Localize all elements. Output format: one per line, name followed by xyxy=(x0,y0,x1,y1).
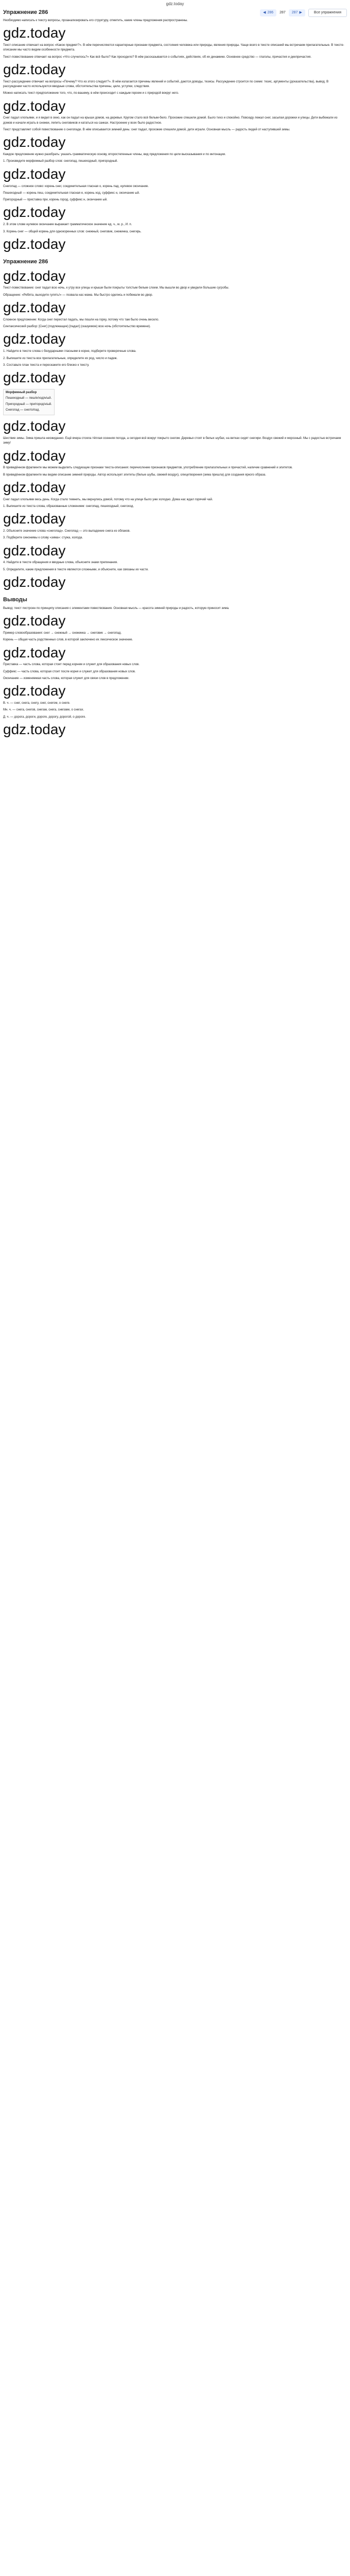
paragraph: Каждое предложение нужно разобрать: указать грамматическую основу, второстепенные члены, вид предложения по цели высказывания и по интонации. xyxy=(3,153,226,157)
pager xyxy=(260,9,347,18)
watermark: gdz.today xyxy=(3,369,66,386)
paragraph: Текст-повествование отвечает на вопрос «Что случилось?» Как всё было? Как проходило? В нём рассказывается о событиях, действиях, об их динамике. Основное средство — глаголы, причастия и деепричастия. xyxy=(3,55,312,59)
watermark: gdz.today xyxy=(3,644,66,660)
paragraph: Приставка — часть слова, которая стоит перед корнем и служит для образования новых слов. xyxy=(3,663,140,667)
paragraph: Сложное предложение: Когда снег перестал падать, мы пошли на горку, потому что там было очень весело. xyxy=(3,318,160,321)
watermark: gdz.today xyxy=(3,204,66,221)
paragraph: Текст-повествование: снег падал всю ночь, к утру все улицы и крыши были покрыты толстым белым слоем. Мы вышли во двор и увидели большие сугробы. xyxy=(3,286,230,290)
paragraph: 5. Определите, какие предложения в тексте являются сложными, и объясните, как связаны их части. xyxy=(3,568,149,571)
next-button[interactable] xyxy=(289,9,305,17)
paragraph: 2. Объясните значение слова «снегопад». Снегопад — это выпадение снега из облаков. xyxy=(3,530,131,533)
morph-box xyxy=(3,389,55,415)
paragraph: Окончание — изменяемая часть слова, которая служит для связи слов в предложении. xyxy=(3,677,130,680)
paragraph: Синтаксический разбор: [Снег] (подлежащее) [падал] (сказуемое) всю ночь (обстоятельство времени). xyxy=(3,325,151,329)
watermark: gdz.today xyxy=(3,574,66,590)
paragraph: Можно написать текст-предположение того, что, по-вашему, в нём происходит с каждым героем и с природой вокруг него. xyxy=(3,92,179,95)
paragraph: Пригородный — приставка при, корень город, суффикс н, окончание ый. xyxy=(3,198,108,202)
watermark: gdz.today xyxy=(3,418,66,434)
paragraph: Текст-описание отвечает на вопрос «Какое предмет?». В нём перечисляются характерные признаки предмета, состояния человека или природы, явления природы. Чаще всего в тексте описаний мы встречаем прилагательные. В тексте-описании мы часто видим особенности предмета. xyxy=(3,44,344,52)
watermark: gdz.today xyxy=(3,299,66,316)
watermark: gdz.today xyxy=(3,511,66,527)
paragraph: 3. Подберите синонимы к слову «зима»: стужа, холода. xyxy=(3,536,83,540)
watermark: gdz.today xyxy=(3,331,66,347)
paragraph: 3. Составьте план текста и перескажите его близко к тексту. xyxy=(3,363,90,367)
watermark: gdz.today xyxy=(3,683,66,699)
watermark: gdz.today xyxy=(3,134,66,150)
morph-line: Снегопад — снег/о/пад. xyxy=(6,408,40,412)
watermark: gdz.today xyxy=(3,165,66,182)
watermark: gdz.today xyxy=(3,613,66,629)
watermark: gdz.today xyxy=(3,267,66,284)
header-bar xyxy=(0,7,350,19)
paragraph: 2. В этом слове нулевое окончание выражает грамматическое значение ед. ч., м. р., И. п. xyxy=(3,223,132,227)
paragraph: 4. Найдите в тексте обращения и вводные слова, объясните знаки препинания. xyxy=(3,561,118,565)
watermark: gdz.today xyxy=(3,25,66,41)
paragraph: Шествие зимы. Зима пришла неожиданно. Ещё вчера стояла тёплая осенняя погода, а сегодня всё вокруг покрыто снегом. Деревья стоят в белых шубах, на ветках сидят снегири. Воздух свежий и морозный. Мы с радостью встречаем зиму! xyxy=(3,436,341,445)
site-name[interactable]: gdz.today xyxy=(166,2,184,6)
paragraph: Снег падал хлопьями весь день. Когда стало темнеть, мы вернулись домой, потому что на улице было уже холодно. Дома нас ждал горячий чай. xyxy=(3,498,213,501)
paragraph: Снегопад — сложное слово: корень снег, соединительная гласная о, корень пад, нулевое окончание. xyxy=(3,184,149,188)
paragraph: 1. Найдите в тексте слова с безударными гласными в корне, подберите проверочные слова. xyxy=(3,350,136,353)
paragraph: Пешеходный — корень пеш, соединительная гласная е, корень ход, суффикс н, окончание ый. xyxy=(3,191,140,195)
paragraph: В приведённом фрагменте мы можем выделить следующие признаки текста-описания: перечисление признаков предметов, употребление прилагательных и причастий, наличие сравнений и эпитетов. xyxy=(3,466,293,470)
paragraph: Мн. ч. — снега, снегов, снегам, снега, снегами, о снегах. xyxy=(3,708,84,712)
paragraph: В. ч. — снег, снега, снегу, снег, снегом, о снеге. xyxy=(3,702,71,705)
paragraph: В приведённом фрагменте мы видим описание зимней природы. Автор использует эпитеты (белые шубы, свежий воздух), олицетворения (зима пришла) для создания яркого образа. xyxy=(3,473,266,477)
watermark: gdz.today xyxy=(3,447,66,464)
paragraph: 1. Произведите морфемный разбор слов: снегопад, пешеходный, пригородный. xyxy=(3,160,118,163)
section-title: Выводы xyxy=(3,596,27,603)
prev-button[interactable] xyxy=(260,9,276,17)
exercise-title: Упражнение 286 xyxy=(3,9,48,16)
paragraph: 3. Корень снег — общий корень для однокоренных слов: снежный, снеговик, снежинка, снегирь. xyxy=(3,230,142,233)
watermark: gdz.today xyxy=(3,721,66,737)
paragraph: Обращение: «Ребята, выходите гулять!» — позвала нас мама. Мы быстро оделись и побежали во двор. xyxy=(3,293,153,297)
paragraph: Текст-рассуждение отвечает на вопросы «Почему? Что из этого следует?». В нём излагается причины явлений и событий, даются доводы, тезисы. Рассуждение строится по схеме: тезис, аргументы (доказательства), вывод. В рассуждении часто используются вводные слова, обстоятельства причины, цели, уступки, следствия. xyxy=(3,80,329,89)
watermark: gdz.today xyxy=(3,542,66,558)
page-number: 287 xyxy=(279,10,286,14)
morph-line: Пригородный — при/город/н/ый. xyxy=(6,402,52,406)
chevron-right-icon: ▶ xyxy=(299,10,302,14)
morph-title: Морфемный разбор xyxy=(6,391,37,394)
paragraph: Корень — общая часть родственных слов, в которой заключено их лексическое значение. xyxy=(3,638,133,642)
paragraph: Д. ч. — дорога, дороги, дороге, дорогу, дорогой, о дороге. xyxy=(3,715,86,719)
all-exercises-button[interactable]: Все упражнения xyxy=(308,9,347,18)
watermark: gdz.today xyxy=(3,97,66,114)
watermark: gdz.today xyxy=(3,479,66,495)
content xyxy=(0,19,350,738)
paragraph: Снег падал хлопьями, и я видел в окно, как он падал на крыши домов, на деревья. Кругом стало всё белым-бело. Прохожие спешили домой. Было тихо и спокойно. Повсюду лежал снег, засыпая дорожки и улицы. Дети выбежали из домов и начали играть в снежки, лепить снеговиков и кататься на санках. Настроение у всех было радостное. xyxy=(3,116,338,125)
paragraph: Суффикс — часть слова, которая стоит после корня и служит для образования новых слов. xyxy=(3,670,136,673)
prev-label: 286 xyxy=(267,10,274,14)
watermark: gdz.today xyxy=(3,235,66,252)
morph-line: Пешеходный — пеш/е/ход/н/ый. xyxy=(6,397,52,400)
paragraph: Текст представляет собой повествование о снегопаде. В нём описывается зимний день: снег падал, прохожие спешили домой, дети играли. Основная мысль — радость людей от наступившей зимы. xyxy=(3,128,290,132)
watermark: gdz.today xyxy=(3,61,66,77)
section-title: Упражнение 286 xyxy=(3,258,48,265)
paragraph: 1. Выпишите из текста слова, образованные сложением: снегопад, пешеходный, снегоход. xyxy=(3,505,134,508)
paragraph: Пример словообразования: снег → снежный → снежинка → снеговик → снегопад. xyxy=(3,632,122,635)
next-label: 287 xyxy=(291,10,298,14)
paragraph: Необходимо написать к тексту вопросы, проанализировать его структуру, отметить, какие члены предложения распространены. xyxy=(3,19,188,22)
paragraph: Вывод: текст построен по принципу описания с элементами повествования. Основная мысль — красота зимней природы и радость, которую приносит зима. xyxy=(3,606,230,610)
chevron-left-icon: ◀ xyxy=(263,10,266,14)
paragraph: 2. Выпишите из текста все прилагательные, определите их род, число и падеж. xyxy=(3,357,118,360)
